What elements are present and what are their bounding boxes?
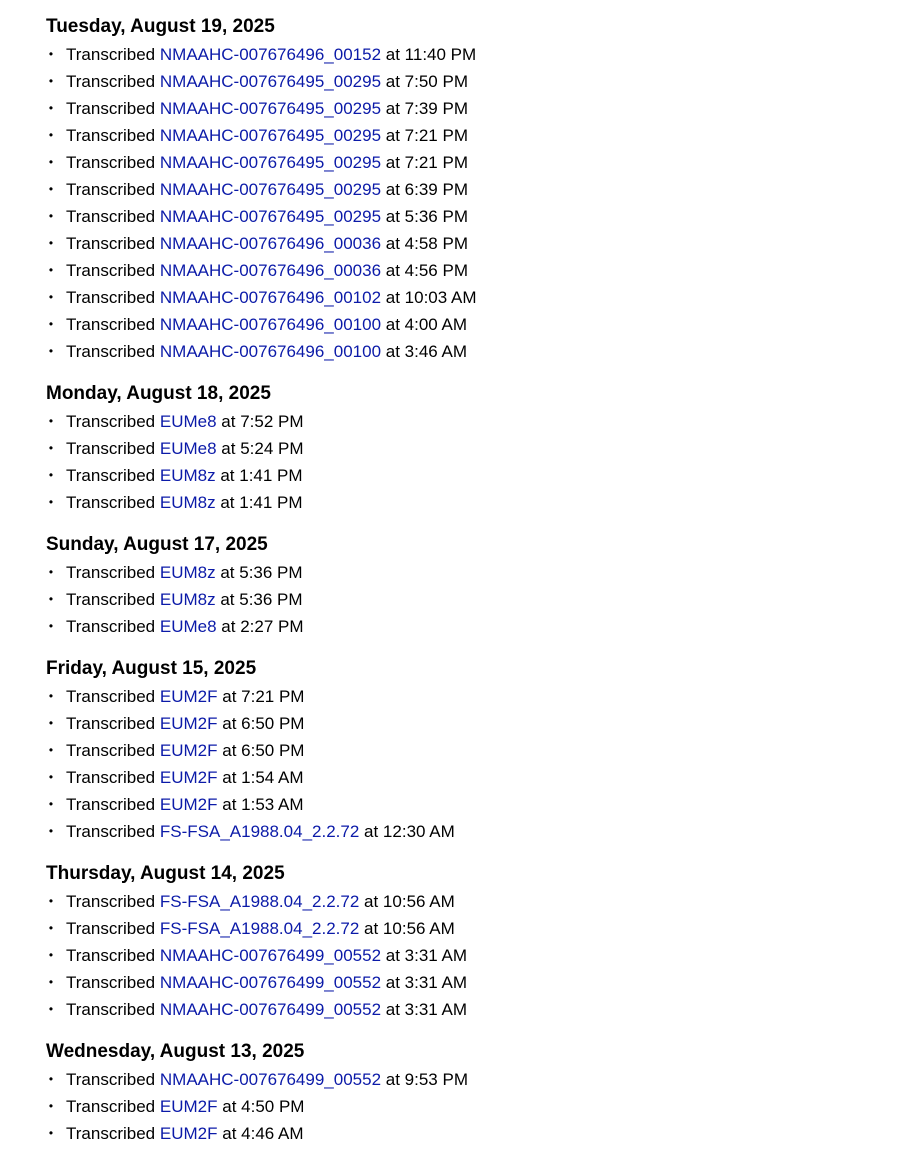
activity-entry <box>46 1093 906 1120</box>
activity-time: at 12:30 AM <box>364 822 455 841</box>
activity-time: at 7:21 PM <box>222 687 305 706</box>
activity-verb: Transcribed <box>66 1070 156 1089</box>
item-link[interactable]: NMAAHC-007676495_00295 <box>159 126 382 145</box>
activity-time: at 10:03 AM <box>385 288 477 307</box>
item-link[interactable]: EUM2F <box>159 1097 218 1116</box>
day-section <box>46 655 906 845</box>
activity-time: at 3:46 AM <box>385 342 468 361</box>
activity-verb: Transcribed <box>66 315 156 334</box>
activity-entry <box>46 311 906 338</box>
activity-time: at 5:36 PM <box>220 563 303 582</box>
activity-verb: Transcribed <box>66 563 156 582</box>
activity-verb: Transcribed <box>66 973 156 992</box>
activity-verb: Transcribed <box>66 1000 156 1019</box>
activity-verb: Transcribed <box>66 234 156 253</box>
activity-entry <box>46 176 906 203</box>
item-link[interactable]: FS-FSA_A1988.04_2.2.72 <box>159 892 360 911</box>
item-link[interactable]: EUM8z <box>159 563 216 582</box>
bullet-icon: • <box>48 1126 54 1140</box>
item-link[interactable]: NMAAHC-007676496_00100 <box>159 315 382 334</box>
activity-verb: Transcribed <box>66 892 156 911</box>
activity-verb: Transcribed <box>66 261 156 280</box>
bullet-icon: • <box>48 344 54 358</box>
item-link[interactable]: NMAAHC-007676496_00100 <box>159 342 382 361</box>
activity-verb: Transcribed <box>66 617 156 636</box>
day-section <box>46 531 906 640</box>
bullet-icon: • <box>48 797 54 811</box>
activity-entry <box>46 818 906 845</box>
activity-time: at 4:58 PM <box>385 234 468 253</box>
activity-verb: Transcribed <box>66 288 156 307</box>
activity-verb: Transcribed <box>66 687 156 706</box>
activity-time: at 11:40 PM <box>385 45 477 64</box>
activity-time: at 10:56 AM <box>364 919 455 938</box>
activity-time: at 4:50 PM <box>222 1097 305 1116</box>
item-link[interactable]: FS-FSA_A1988.04_2.2.72 <box>159 919 360 938</box>
activity-list <box>46 41 906 365</box>
activity-verb: Transcribed <box>66 493 156 512</box>
activity-entry <box>46 559 906 586</box>
activity-verb: Transcribed <box>66 72 156 91</box>
activity-time: at 7:52 PM <box>221 412 304 431</box>
item-link[interactable]: EUMe8 <box>159 439 217 458</box>
item-link[interactable]: NMAAHC-007676495_00295 <box>159 72 382 91</box>
activity-time: at 7:21 PM <box>385 126 468 145</box>
bullet-icon: • <box>48 317 54 331</box>
activity-entry <box>46 284 906 311</box>
day-heading: Tuesday, August 19, 2025 <box>46 16 275 37</box>
item-link[interactable]: NMAAHC-007676496_00036 <box>159 234 382 253</box>
activity-time: at 10:56 AM <box>364 892 455 911</box>
activity-entry <box>46 969 906 996</box>
activity-verb: Transcribed <box>66 342 156 361</box>
activity-time: at 6:39 PM <box>385 180 468 199</box>
item-link[interactable]: NMAAHC-007676499_00552 <box>159 1070 382 1089</box>
activity-entry <box>46 1066 906 1093</box>
activity-time: at 2:27 PM <box>221 617 304 636</box>
day-section <box>46 1038 906 1147</box>
bullet-icon: • <box>48 74 54 88</box>
bullet-icon: • <box>48 1099 54 1113</box>
activity-time: at 1:54 AM <box>222 768 304 787</box>
activity-list <box>46 1066 906 1147</box>
item-link[interactable]: NMAAHC-007676496_00152 <box>159 45 382 64</box>
activity-entry <box>46 122 906 149</box>
bullet-icon: • <box>48 743 54 757</box>
activity-list <box>46 559 906 640</box>
item-link[interactable]: EUM8z <box>159 493 216 512</box>
activity-verb: Transcribed <box>66 946 156 965</box>
activity-entry <box>46 338 906 365</box>
activity-list <box>46 683 906 845</box>
bullet-icon: • <box>48 1002 54 1016</box>
transcription-activity-feed <box>46 13 906 1162</box>
activity-time: at 7:39 PM <box>385 99 468 118</box>
activity-entry <box>46 683 906 710</box>
activity-time: at 5:24 PM <box>221 439 304 458</box>
activity-time: at 5:36 PM <box>220 590 303 609</box>
activity-entry <box>46 435 906 462</box>
activity-entry <box>46 791 906 818</box>
bullet-icon: • <box>48 209 54 223</box>
day-heading: Wednesday, August 13, 2025 <box>46 1041 305 1062</box>
activity-entry <box>46 489 906 516</box>
item-link[interactable]: NMAAHC-007676495_00295 <box>159 207 382 226</box>
bullet-icon: • <box>48 716 54 730</box>
activity-entry <box>46 203 906 230</box>
item-link[interactable]: NMAAHC-007676496_00102 <box>159 288 382 307</box>
activity-verb: Transcribed <box>66 822 156 841</box>
activity-verb: Transcribed <box>66 153 156 172</box>
activity-time: at 9:53 PM <box>385 1070 468 1089</box>
activity-entry <box>46 1120 906 1147</box>
activity-time: at 3:31 AM <box>385 946 468 965</box>
activity-entry <box>46 613 906 640</box>
activity-entry <box>46 462 906 489</box>
bullet-icon: • <box>48 975 54 989</box>
bullet-icon: • <box>48 824 54 838</box>
item-link[interactable]: NMAAHC-007676496_00036 <box>159 261 382 280</box>
activity-time: at 1:41 PM <box>220 493 303 512</box>
item-link[interactable]: EUMe8 <box>159 617 217 636</box>
bullet-icon: • <box>48 414 54 428</box>
bullet-icon: • <box>48 236 54 250</box>
activity-time: at 4:56 PM <box>385 261 468 280</box>
day-section <box>46 13 906 365</box>
activity-verb: Transcribed <box>66 795 156 814</box>
activity-entry <box>46 996 906 1023</box>
activity-verb: Transcribed <box>66 180 156 199</box>
activity-time: at 7:50 PM <box>385 72 468 91</box>
bullet-icon: • <box>48 1072 54 1086</box>
activity-time: at 3:31 AM <box>385 973 468 992</box>
bullet-icon: • <box>48 619 54 633</box>
day-heading: Sunday, August 17, 2025 <box>46 534 268 555</box>
activity-verb: Transcribed <box>66 741 156 760</box>
activity-time: at 3:31 AM <box>385 1000 468 1019</box>
item-link[interactable]: NMAAHC-007676499_00552 <box>159 946 382 965</box>
item-link[interactable]: FS-FSA_A1988.04_2.2.72 <box>159 822 360 841</box>
activity-verb: Transcribed <box>66 714 156 733</box>
day-section <box>46 380 906 516</box>
bullet-icon: • <box>48 592 54 606</box>
activity-entry <box>46 737 906 764</box>
item-link[interactable]: EUMe8 <box>159 412 217 431</box>
activity-verb: Transcribed <box>66 439 156 458</box>
activity-verb: Transcribed <box>66 99 156 118</box>
activity-entry <box>46 710 906 737</box>
activity-verb: Transcribed <box>66 1097 156 1116</box>
activity-entry <box>46 764 906 791</box>
bullet-icon: • <box>48 565 54 579</box>
item-link[interactable]: EUM8z <box>159 590 216 609</box>
activity-verb: Transcribed <box>66 126 156 145</box>
activity-time: at 6:50 PM <box>222 714 305 733</box>
bullet-icon: • <box>48 155 54 169</box>
activity-verb: Transcribed <box>66 207 156 226</box>
activity-verb: Transcribed <box>66 45 156 64</box>
activity-verb: Transcribed <box>66 590 156 609</box>
activity-list <box>46 888 906 1023</box>
bullet-icon: • <box>48 441 54 455</box>
day-heading: Thursday, August 14, 2025 <box>46 863 285 884</box>
activity-entry <box>46 230 906 257</box>
bullet-icon: • <box>48 290 54 304</box>
activity-entry <box>46 95 906 122</box>
activity-verb: Transcribed <box>66 1124 156 1143</box>
activity-time: at 1:53 AM <box>222 795 304 814</box>
bullet-icon: • <box>48 770 54 784</box>
item-link[interactable]: NMAAHC-007676495_00295 <box>159 180 382 199</box>
activity-entry <box>46 915 906 942</box>
activity-entry <box>46 41 906 68</box>
day-section <box>46 860 906 1023</box>
item-link[interactable]: NMAAHC-007676495_00295 <box>159 99 382 118</box>
item-link[interactable]: EUM2F <box>159 795 218 814</box>
activity-time: at 7:21 PM <box>385 153 468 172</box>
bullet-icon: • <box>48 921 54 935</box>
item-link[interactable]: EUM2F <box>159 1124 218 1143</box>
activity-entry <box>46 68 906 95</box>
bullet-icon: • <box>48 495 54 509</box>
bullet-icon: • <box>48 182 54 196</box>
activity-time: at 1:41 PM <box>220 466 303 485</box>
activity-entry <box>46 149 906 176</box>
activity-time: at 4:46 AM <box>222 1124 304 1143</box>
bullet-icon: • <box>48 47 54 61</box>
day-heading: Friday, August 15, 2025 <box>46 658 257 679</box>
activity-entry <box>46 888 906 915</box>
activity-time: at 4:00 AM <box>385 315 468 334</box>
item-link[interactable]: EUM2F <box>159 714 218 733</box>
bullet-icon: • <box>48 948 54 962</box>
activity-time: at 5:36 PM <box>385 207 468 226</box>
activity-verb: Transcribed <box>66 412 156 431</box>
activity-verb: Transcribed <box>66 919 156 938</box>
bullet-icon: • <box>48 101 54 115</box>
bullet-icon: • <box>48 894 54 908</box>
item-link[interactable]: EUM8z <box>159 466 216 485</box>
item-link[interactable]: EUM2F <box>159 768 218 787</box>
day-heading: Monday, August 18, 2025 <box>46 383 271 404</box>
activity-verb: Transcribed <box>66 466 156 485</box>
bullet-icon: • <box>48 128 54 142</box>
item-link[interactable]: EUM2F <box>159 741 218 760</box>
item-link[interactable]: NMAAHC-007676499_00552 <box>159 1000 382 1019</box>
activity-time: at 6:50 PM <box>222 741 305 760</box>
item-link[interactable]: EUM2F <box>159 687 218 706</box>
activity-entry <box>46 942 906 969</box>
activity-entry <box>46 586 906 613</box>
bullet-icon: • <box>48 468 54 482</box>
activity-entry <box>46 408 906 435</box>
activity-verb: Transcribed <box>66 768 156 787</box>
bullet-icon: • <box>48 689 54 703</box>
activity-list <box>46 408 906 516</box>
item-link[interactable]: NMAAHC-007676499_00552 <box>159 973 382 992</box>
item-link[interactable]: NMAAHC-007676495_00295 <box>159 153 382 172</box>
bullet-icon: • <box>48 263 54 277</box>
activity-entry <box>46 257 906 284</box>
